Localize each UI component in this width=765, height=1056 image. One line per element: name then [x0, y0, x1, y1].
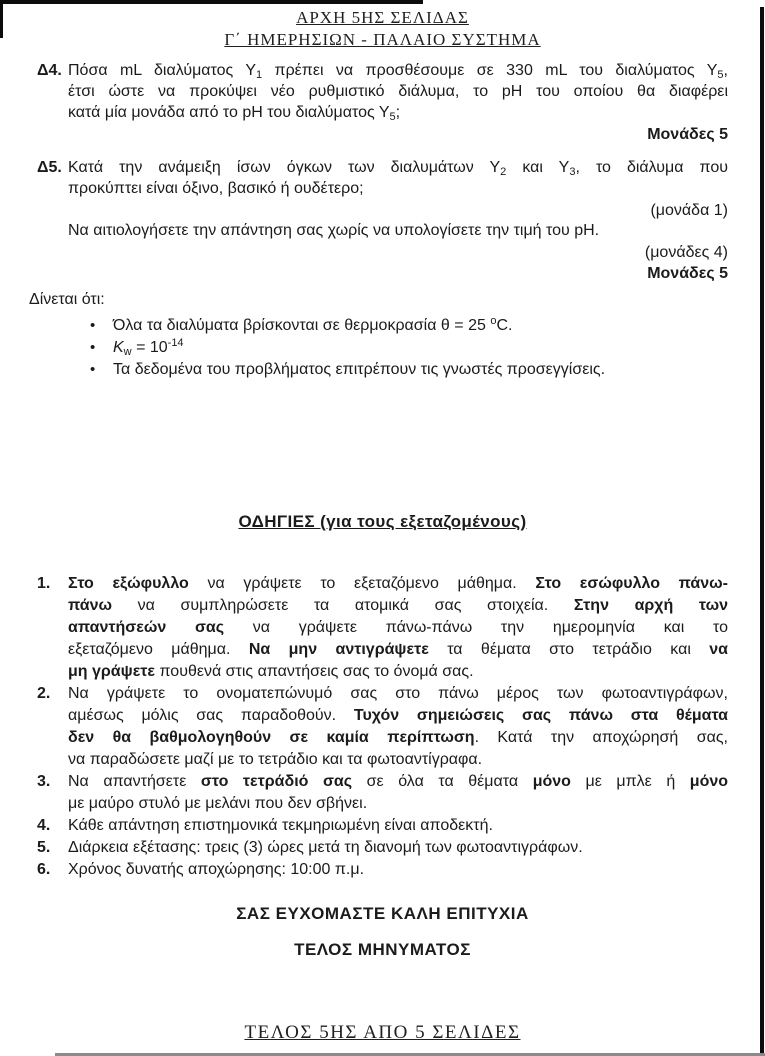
- text-line: Διάρκεια εξέτασης: τρεις (3) ώρες μετά τη διανομή των φωτοαντιγράφων.: [68, 839, 583, 856]
- instruction-item-5: [37, 837, 728, 859]
- instruction-item-3: [37, 771, 728, 815]
- page-footer: [0, 1022, 765, 1044]
- given-bullet-temperature: [90, 315, 728, 337]
- scan-artifact-left-line: [0, 0, 3, 38]
- bullet-icon: •: [90, 317, 96, 334]
- text-line: δεν θα βαθμολογηθούν σε καμία περίπτωση. Κατά την αποχώρησή σας,: [68, 729, 729, 746]
- instruction-item-4-number: 4.: [37, 817, 51, 834]
- page-footer-text: ΤΕΛΟΣ 5ΗΣ ΑΠΟ 5 ΣΕΛΙΔΕΣ: [244, 1022, 521, 1043]
- text-line: Να γράψετε το ονοματεπώνυμό σας στο πάνω μέρος των φωτοαντιγράφων,: [68, 685, 728, 702]
- instruction-item-1: [37, 573, 728, 683]
- text-line: να παραδώσετε μαζί με το τετράδιο και τα φωτοαντίγραφα.: [68, 751, 483, 768]
- text-line: κατά μία μονάδα από το pH του διαλύματος $\Upsilon_5$;: [68, 104, 401, 123]
- question-d5-followup: [68, 220, 728, 241]
- given-bullet-approximations: [90, 359, 728, 381]
- given-bullet-kw: [90, 337, 728, 359]
- bullet-icon: •: [90, 361, 96, 378]
- instruction-item-3-number: 3.: [37, 773, 51, 790]
- text-line: Κάθε απάντηση επιστημονικά τεκμηριωμένη είναι αποδεκτή.: [68, 817, 493, 834]
- scan-artifact-top-line: [0, 0, 423, 4]
- text-line: $K_w = 10^{-14}$: [113, 337, 184, 358]
- instruction-item-5-text: [68, 837, 728, 859]
- page-header-line1: ΑΡΧΗ 5ΗΣ ΣΕΛΙΔΑΣ: [296, 8, 469, 27]
- question-d5-submarks-1: (μονάδα 1): [650, 202, 728, 219]
- instructions-list: [37, 573, 728, 881]
- good-luck-message: ΣΑΣ ΕΥΧΟΜΑΣΤΕ ΚΑΛΗ ΕΠΙΤΥΧΙΑ: [236, 904, 529, 923]
- instructions-title: ΟΔΗΓΙΕΣ (για τους εξεταζομένους): [238, 512, 527, 531]
- question-d5-submarks-2: (μονάδες 4): [644, 244, 728, 261]
- text-line: με μαύρο στυλό με μελάνι που δεν σβήνει.: [68, 795, 368, 812]
- text-line: εξεταζόμενο μάθημα. Να μην αντιγράψετε τα θέματα στο τετράδιο και να: [68, 641, 728, 658]
- question-d5-text: [68, 157, 728, 199]
- question-d4: [0, 60, 765, 144]
- text-line: Όλα τα διαλύματα βρίσκονται σε θερμοκρασία θ = 25 $^o$C.: [113, 315, 513, 334]
- instruction-item-6-text: [68, 859, 728, 881]
- given-data-intro: Δίνεται ότι:: [29, 291, 105, 308]
- instructions: [0, 511, 765, 881]
- question-d5-row: [37, 157, 728, 199]
- question-d4-marks: Μονάδες 5: [647, 126, 728, 143]
- instruction-item-1-text: [68, 573, 728, 683]
- text-line: Να αιτιολογήσετε την απάντηση σας χωρίς να υπολογίσετε την τιμή του pH.: [68, 222, 600, 239]
- text-line: απαντήσεών σας να γράψετε πάνω-πάνω την ημερομηνία και το: [68, 619, 728, 636]
- text-line: Χρόνος δυνατής αποχώρησης: 10:00 π.μ.: [68, 861, 365, 878]
- given-bullet-temperature-text: [113, 315, 728, 337]
- instruction-item-6: [37, 859, 728, 881]
- instruction-item-4: [37, 815, 728, 837]
- question-d4-label: Δ4.: [37, 62, 62, 79]
- instruction-item-4-text: [68, 815, 728, 837]
- text-line: Να απαντήσετε στο τετράδιό σας σε όλα τα θέματα μόνο με μπλε ή μόνο: [68, 773, 729, 790]
- end-of-message: ΤΕΛΟΣ ΜΗΝΥΜΑΤΟΣ: [294, 940, 471, 959]
- instruction-item-6-number: 6.: [37, 861, 51, 878]
- text-line: μη γράψετε πουθενά στις απαντήσεις σας το όνομά σας.: [68, 663, 474, 680]
- text-line: Πόσα mL διαλύματος $\Upsilon_1$ πρέπει να προσθέσουμε σε 330 mL του διαλύματος $\Upsilon_5$,: [68, 62, 728, 81]
- instruction-item-3-text: [68, 771, 728, 815]
- text-line: αμέσως μόλις σας παραδοθούν. Τυχόν σημειώσεις σας πάνω στα θέματα: [68, 707, 728, 724]
- given-data: [0, 289, 765, 381]
- text-line: πάνω να συμπληρώσετε τα ατομικά σας στοιχεία. Στην αρχή των: [68, 597, 729, 614]
- question-d4-row: [37, 60, 728, 123]
- instruction-item-1-number: 1.: [37, 575, 51, 592]
- page-header: [0, 0, 765, 51]
- question-d5: [0, 157, 765, 283]
- page-header-line2: Γ΄ ΗΜΕΡΗΣΙΩΝ - ΠΑΛΑΙΟ ΣΥΣΤΗΜΑ: [224, 30, 541, 49]
- given-data-list: [37, 315, 728, 381]
- instruction-item-2: [37, 683, 728, 771]
- instruction-item-2-number: 2.: [37, 685, 51, 702]
- text-line: Κατά την ανάμειξη ίσων όγκων των διαλυμάτων $\Upsilon_2$ και $\Upsilon_3$, το διάλυμα που: [68, 159, 728, 178]
- given-bullet-kw-text: [113, 337, 728, 359]
- text-line: Στο εξώφυλλο να γράψετε το εξεταζόμενο μάθημα. Στο εσώφυλλο πάνω-: [68, 575, 728, 592]
- text-line: προκύπτει είναι όξινο, βασικό ή ουδέτερο;: [68, 180, 364, 197]
- question-d5-label: Δ5.: [37, 159, 62, 176]
- text-line: Τα δεδομένα του προβλήματος επιτρέπουν τις γνωστές προσεγγίσεις.: [113, 361, 606, 378]
- instruction-item-5-number: 5.: [37, 839, 51, 856]
- instruction-item-2-text: [68, 683, 728, 771]
- question-d5-marks: Μονάδες 5: [647, 265, 728, 282]
- bullet-icon: •: [90, 339, 96, 356]
- scan-artifact-right-line: [760, 7, 764, 1056]
- given-bullet-approximations-text: [113, 359, 728, 381]
- question-d4-text: [68, 60, 728, 123]
- text-line: έτσι ώστε να προκύψει νέο ρυθμιστικό διάλυμα, το pH του οποίου θα διαφέρει: [68, 83, 728, 100]
